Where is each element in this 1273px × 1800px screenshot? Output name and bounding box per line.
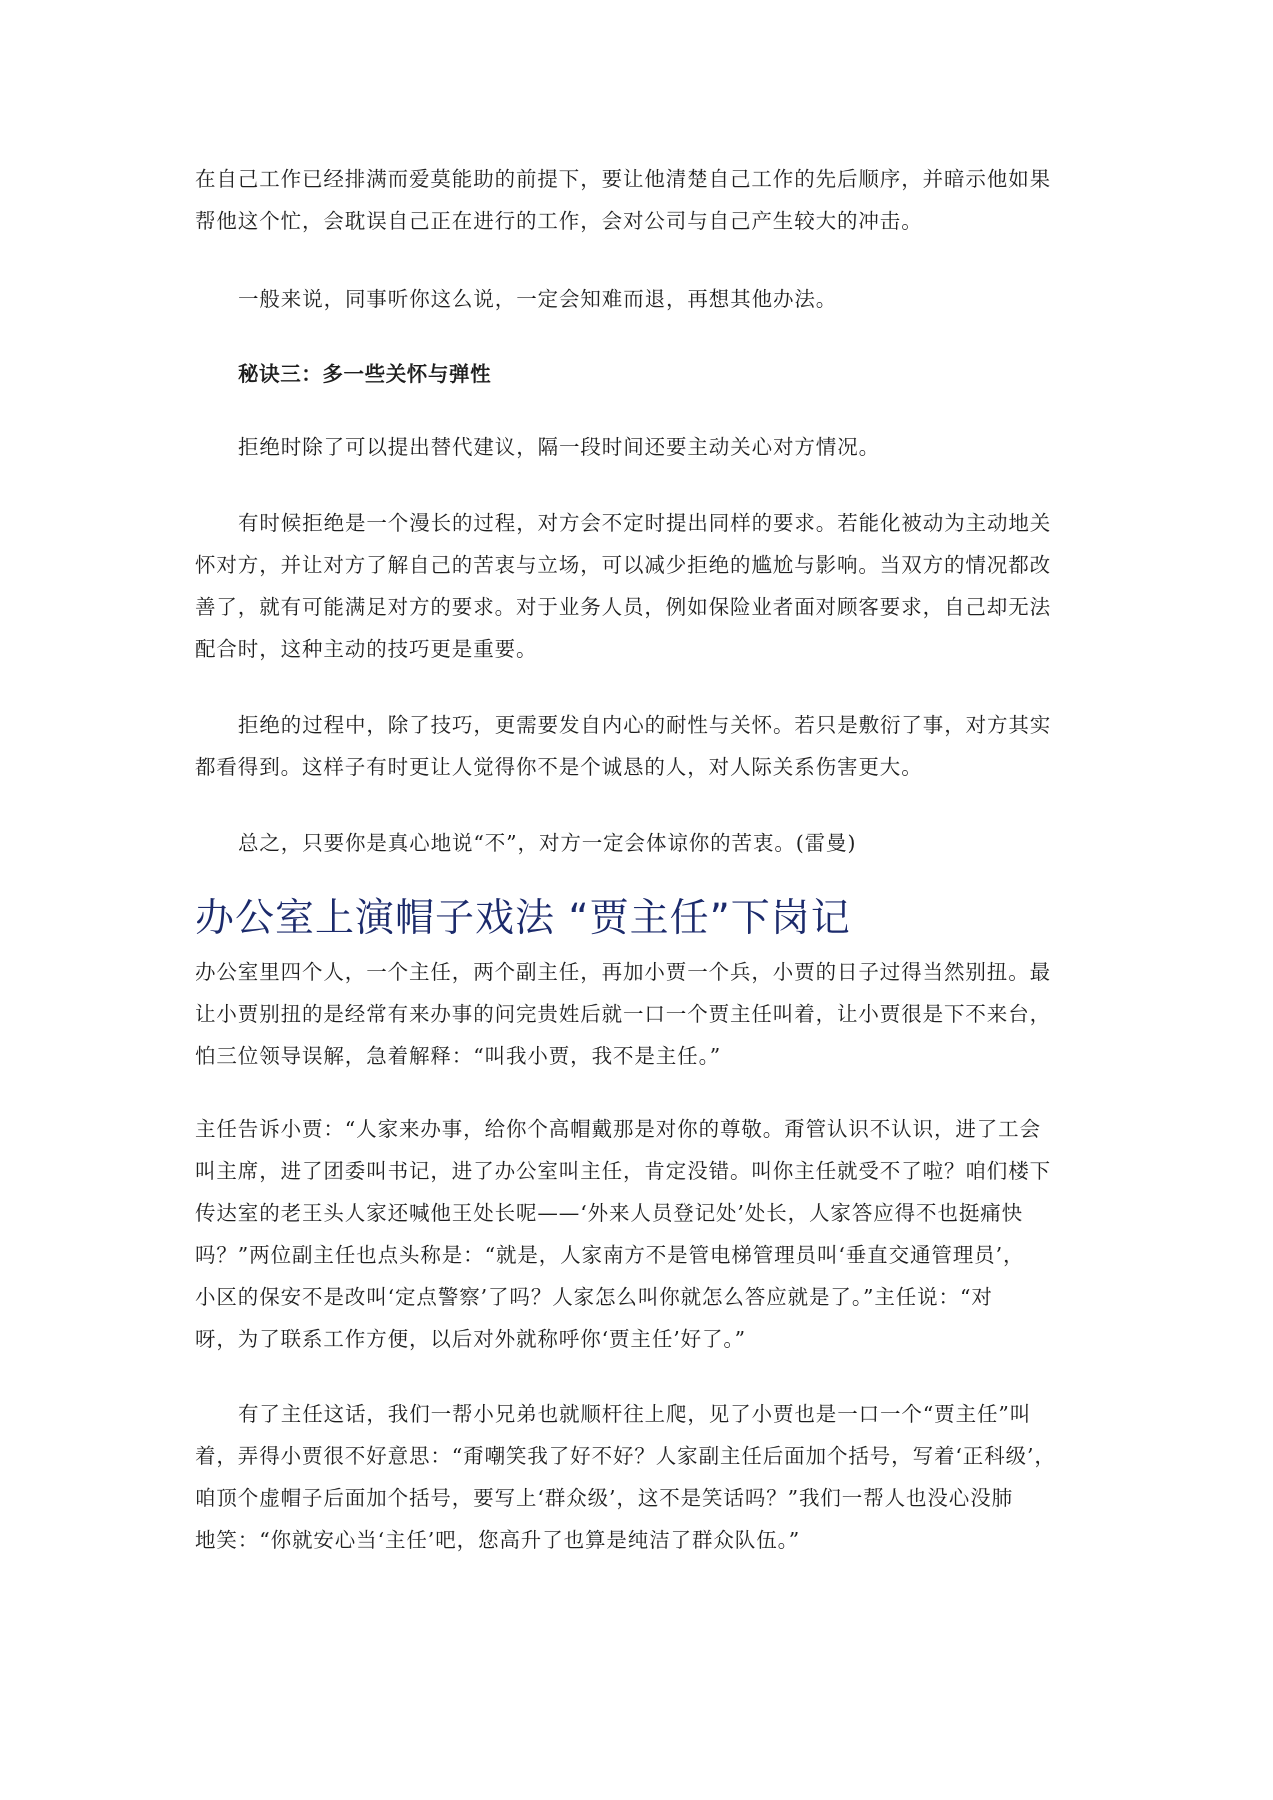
paragraph-line: 叫主席，进了团委叫书记，进了办公室叫主任，肯定没错。叫你主任就受不了啦？咱们楼下 xyxy=(195,1159,1051,1183)
paragraph-line: 传达室的老王头人家还喊他王处长呢——‘外来人员登记处’处长，人家答应得不也挺痛快 xyxy=(195,1201,1024,1225)
paragraph-line: 呀，为了联系工作方便，以后对外就称呼你‘贾主任’好了。” xyxy=(195,1327,746,1351)
article-title: 办公室上演帽子戏法 “贾主任”下岗记 xyxy=(195,896,851,941)
paragraph-line: 帮他这个忙，会耽误自己正在进行的工作，会对公司与自己产生较大的冲击。 xyxy=(195,209,923,233)
paragraph-line: 都看得到。这样子有时更让人觉得你不是个诚恳的人，对人际关系伤害更大。 xyxy=(195,755,923,779)
paragraph-line: 咱顶个虚帽子后面加个括号，要写上‘群众级’，这不是笑话吗？”我们一帮人也没心没肺 xyxy=(195,1486,1014,1510)
paragraph-line: 一般来说，同事听你这么说，一定会知难而退，再想其他办法。 xyxy=(238,287,838,311)
paragraph-line: 有时候拒绝是一个漫长的过程，对方会不定时提出同样的要求。若能化被动为主动地关 xyxy=(238,511,1052,535)
paragraph-line: 着，弄得小贾很不好意思：“甭嘲笑我了好不好？人家副主任后面加个括号，写着‘正科级’， xyxy=(195,1444,1056,1468)
paragraph-line: 小区的保安不是改叫‘定点警察’了吗？人家怎么叫你就怎么答应就是了。”主任说：“对 xyxy=(195,1285,993,1309)
paragraph-line: 让小贾别扭的是经常有来办事的问完贵姓后就一口一个贾主任叫着，让小贾很是下不来台， xyxy=(195,1002,1051,1026)
paragraph-line: 吗？”两位副主任也点头称是：“就是，人家南方不是管电梯管理员叫‘垂直交通管理员’， xyxy=(195,1243,1025,1267)
paragraph-line: 在自己工作已经排满而爱莫能助的前提下，要让他清楚自己工作的先后顺序，并暗示他如果 xyxy=(195,167,1051,191)
section-subheading: 秘诀三：多一些关怀与弹性 xyxy=(238,362,492,386)
paragraph-line: 善了，就有可能满足对方的要求。对于业务人员，例如保险业者面对顾客要求，自己却无法 xyxy=(195,595,1051,619)
paragraph-line: 主任告诉小贾：“人家来办事，给你个高帽戴那是对你的尊敬。甭管认识不认识，进了工会 xyxy=(195,1117,1041,1141)
paragraph-line: 怕三位领导误解，急着解释：“叫我小贾，我不是主任。” xyxy=(195,1044,722,1068)
paragraph-line: 办公室里四个人，一个主任，两个副主任，再加小贾一个兵，小贾的日子过得当然别扭。最 xyxy=(195,960,1051,984)
paragraph-line: 地笑：“你就安心当‘主任’吧，您高升了也算是纯洁了群众队伍。” xyxy=(195,1528,801,1552)
paragraph-line: 怀对方，并让对方了解自己的苦衷与立场，可以减少拒绝的尴尬与影响。当双方的情况都改 xyxy=(195,553,1051,577)
paragraph-line: 拒绝的过程中，除了技巧，更需要发自内心的耐性与关怀。若只是敷衍了事，对方其实 xyxy=(238,713,1052,737)
paragraph-line: 总之，只要你是真心地说“不”，对方一定会体谅你的苦衷。(雷曼) xyxy=(238,831,857,855)
paragraph-line: 拒绝时除了可以提出替代建议，隔一段时间还要主动关心对方情况。 xyxy=(238,435,880,459)
paragraph-line: 配合时，这种主动的技巧更是重要。 xyxy=(195,637,538,661)
paragraph-line: 有了主任这话，我们一帮小兄弟也就顺杆往上爬，见了小贾也是一口一个“贾主任”叫 xyxy=(238,1402,1032,1426)
